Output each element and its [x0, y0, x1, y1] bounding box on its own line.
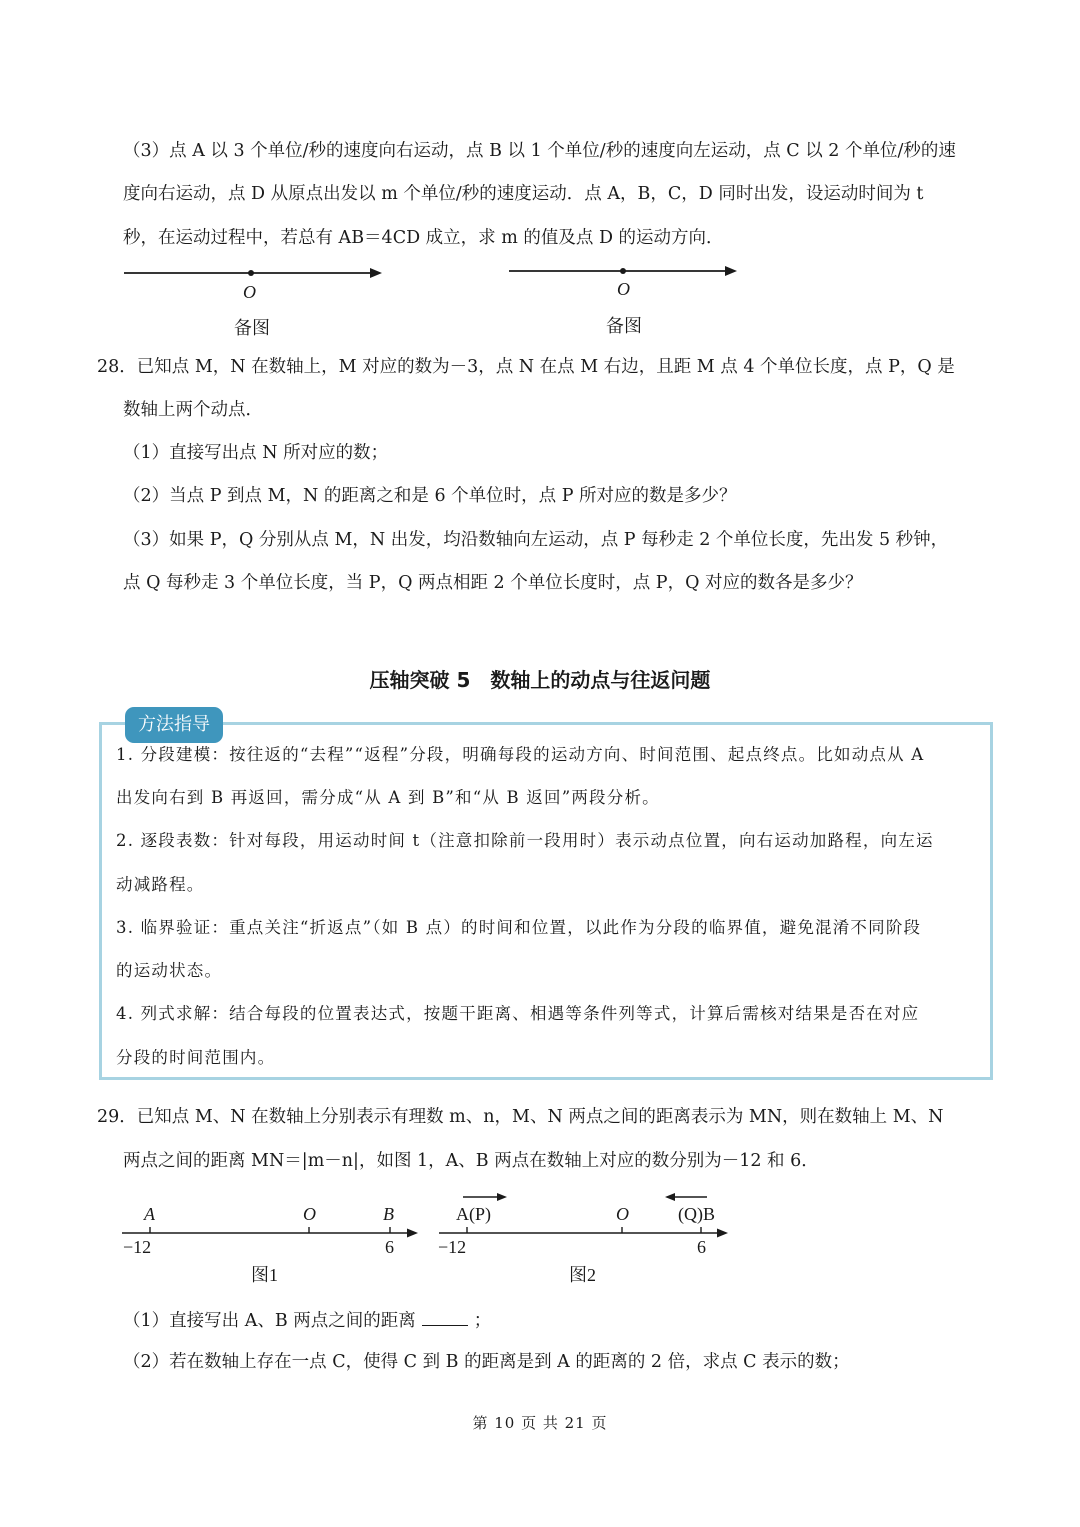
page-footer: 第 10 页 共 21 页 [472, 1414, 608, 1432]
method-line-4: 动减路程。 [116, 875, 205, 894]
method-box [99, 722, 993, 1080]
fig1-number-line [118, 1222, 423, 1246]
q27-part3-line1: （3）点 A 以 3 个单位/秒的速度向右运动，点 B 以 1 个单位/秒的速度向左运动，点 C 以 2 个单位/秒的速 [123, 141, 956, 161]
method-line-2: 出发向右到 B 再返回，需分成“从 A 到 B”和“从 B 返回”两段分析。 [116, 788, 660, 807]
q28-part3-line2: 点 Q 每秒走 3 个单位长度，当 P，Q 两点相距 2 个单位长度时，点 P，Q 对应的数各是多少？ [123, 573, 863, 593]
method-line-1: 1. 分段建模：按往返的“去程”“返程”分段，明确每段的运动方向、时间范围、起点终点。比如动点从 A [116, 745, 925, 764]
q27-number-line-left [120, 262, 390, 282]
q28-part1: （1）直接写出点 N 所对应的数； [123, 443, 389, 463]
fig1-label-o: O [303, 1204, 316, 1224]
fig2-num-a: −12 [438, 1237, 467, 1257]
q27-right-caption: 备图 [606, 316, 642, 337]
q28-part2: （2）当点 P 到点 M，N 的距离之和是 6 个单位时，点 P 所对应的数是多少？ [123, 486, 737, 506]
fig1-label-b: B [383, 1204, 394, 1224]
method-line-8: 分段的时间范围内。 [116, 1048, 276, 1067]
q29-part1-suffix: ； [473, 1311, 492, 1331]
q27-left-caption: 备图 [234, 318, 270, 339]
method-line-6: 的运动状态。 [116, 961, 223, 980]
q29-part1-text: （1）直接写出 A、B 两点之间的距离 [123, 1311, 416, 1331]
fig2-label-a: A(P) [456, 1204, 491, 1224]
fig2-label-o: O [616, 1204, 629, 1224]
method-line-5: 3. 临界验证：重点关注“折返点”（如 B 点）的时间和位置，以此作为分段的临界值，避免混淆不同阶段 [116, 918, 922, 937]
q29-part1 [123, 1307, 491, 1333]
fig2-num-b: 6 [697, 1237, 706, 1257]
fig2-label-b: (Q)B [678, 1204, 715, 1224]
section-title: 压轴突破 5 数轴上的动点与往返问题 [369, 668, 711, 692]
answer-blank[interactable] [422, 1307, 468, 1326]
method-line-3: 2. 逐段表数：针对每段，用运动时间 t（注意扣除前一段用时）表示动点位置，向右运动加路程，向左运 [116, 831, 934, 850]
method-line-7: 4. 列式求解：结合每段的位置表达式，按题干距离、相遇等条件列等式，计算后需核对结果是否在对应 [116, 1004, 920, 1023]
method-tag: 方法指导 [125, 707, 223, 743]
q29-line1: 29．已知点 M、N 在数轴上分别表示有理数 m、n，M、N 两点之间的距离表示为 MN，则在数轴上 M、N [97, 1107, 944, 1127]
q28-line1: 28．已知点 M，N 在数轴上，M 对应的数为－3，点 N 在点 M 右边，且距 M 点 4 个单位长度，点 P，Q 是 [97, 357, 955, 377]
q27-number-line-right [505, 260, 745, 280]
fig1-num-b: 6 [385, 1237, 394, 1257]
q28-line2: 数轴上两个动点． [123, 400, 263, 420]
q29-part2: （2）若在数轴上存在一点 C，使得 C 到 B 的距离是到 A 的距离的 2 倍，求点 C 表示的数； [123, 1352, 850, 1372]
fig1-num-a: −12 [123, 1237, 152, 1257]
q27-right-origin-label: O [617, 279, 630, 299]
fig1-caption: 图1 [251, 1265, 278, 1285]
q27-left-origin-label: O [243, 282, 256, 302]
q27-part3-line3: 秒，在运动过程中，若总有 AB＝4CD 成立，求 m 的值及点 D 的运动方向． [123, 228, 724, 248]
q28-part3-line1: （3）如果 P，Q 分别从点 M，N 出发，均沿数轴向左运动，点 P 每秒走 2 个单位长度，先出发 5 秒钟， [123, 530, 949, 550]
fig2-caption: 图2 [569, 1265, 596, 1285]
q29-line2: 两点之间的距离 MN＝|m－n|，如图 1，A、B 两点在数轴上对应的数分别为－12 和 6． [123, 1151, 819, 1171]
fig1-label-a: A [144, 1204, 155, 1224]
q27-part3-line2: 度向右运动，点 D 从原点出发以 m 个单位/秒的速度运动．点 A，B，C，D 同时出发，设运动时间为 t [123, 184, 924, 204]
